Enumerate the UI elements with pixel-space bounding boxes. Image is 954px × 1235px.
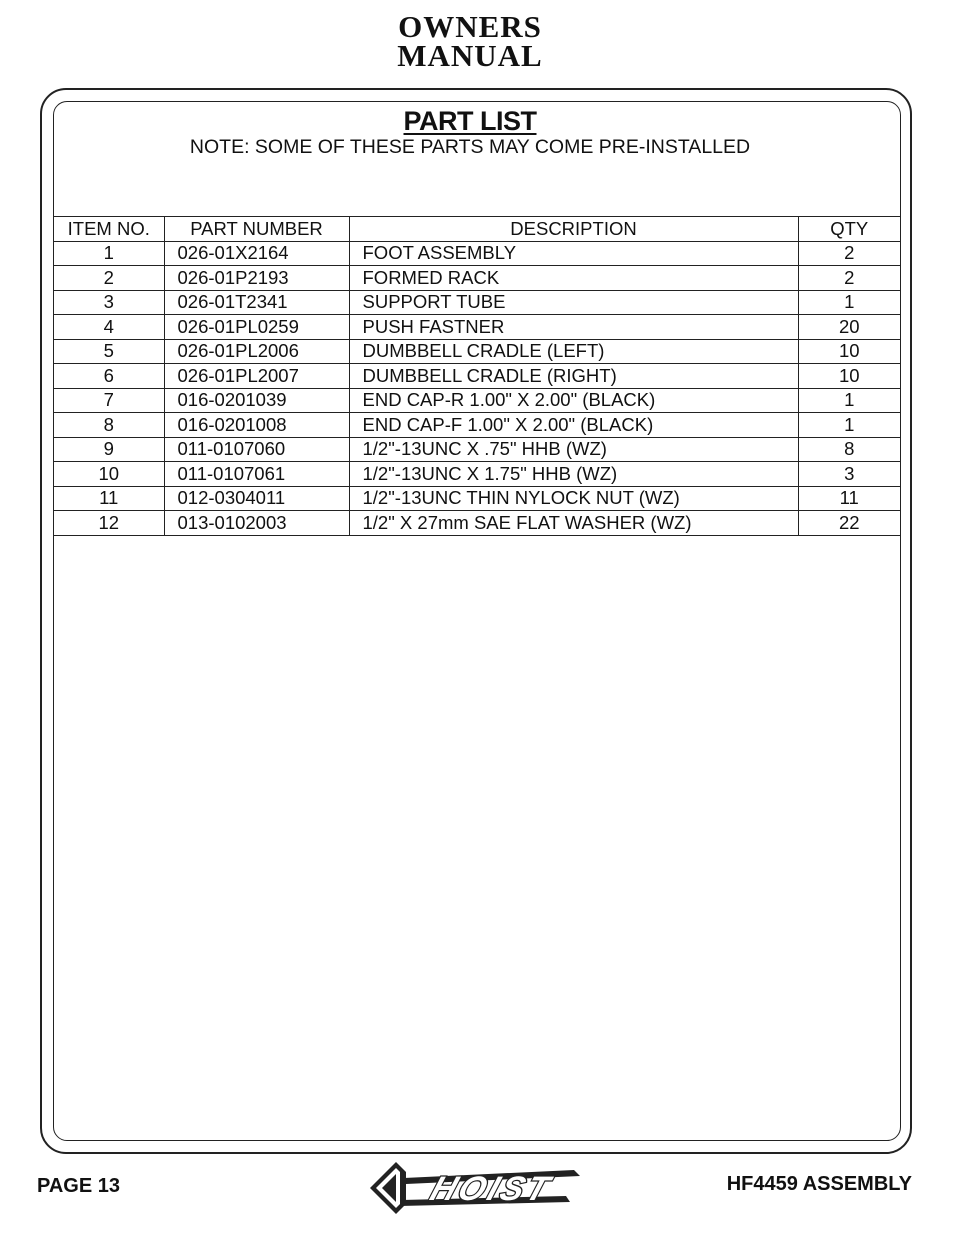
qty: 1: [798, 388, 900, 413]
item-no: 3: [54, 290, 164, 315]
table-header-row: [54, 217, 900, 242]
item-no: 11: [54, 486, 164, 511]
part-number: 026-01P2193: [164, 266, 349, 291]
table-row: [54, 290, 900, 315]
table-row: [54, 486, 900, 511]
table-row: [54, 241, 900, 266]
title-line-manual: MANUAL: [397, 38, 543, 73]
table-row: [54, 266, 900, 291]
qty: 2: [798, 241, 900, 266]
qty: 10: [798, 364, 900, 389]
item-no: 8: [54, 413, 164, 438]
column-header-qty: QTY: [798, 217, 900, 242]
document-title: [0, 9, 940, 73]
table-row: [54, 462, 900, 487]
qty: 1: [798, 290, 900, 315]
description: 1/2"-13UNC X 1.75" HHB (WZ): [349, 462, 798, 487]
part-number: 016-0201039: [164, 388, 349, 413]
column-header-part-number: PART NUMBER: [164, 217, 349, 242]
item-no: 7: [54, 388, 164, 413]
title-line-owners: OWNERS: [398, 9, 542, 44]
qty: 8: [798, 437, 900, 462]
description: DUMBBELL CRADLE (RIGHT): [349, 364, 798, 389]
part-number: 026-01PL0259: [164, 315, 349, 340]
item-no: 1: [54, 241, 164, 266]
qty: 3: [798, 462, 900, 487]
part-number: 012-0304011: [164, 486, 349, 511]
part-number: 011-0107060: [164, 437, 349, 462]
qty: 11: [798, 486, 900, 511]
table-row: [54, 413, 900, 438]
qty: 1: [798, 413, 900, 438]
part-number: 026-01T2341: [164, 290, 349, 315]
description: END CAP-F 1.00" X 2.00" (BLACK): [349, 413, 798, 438]
description: 1/2" X 27mm SAE FLAT WASHER (WZ): [349, 511, 798, 536]
description: PUSH FASTNER: [349, 315, 798, 340]
item-no: 9: [54, 437, 164, 462]
qty: 2: [798, 266, 900, 291]
table-row: [54, 437, 900, 462]
table-row: [54, 339, 900, 364]
table-row: [54, 315, 900, 340]
description: SUPPORT TUBE: [349, 290, 798, 315]
qty: 10: [798, 339, 900, 364]
part-number: 026-01X2164: [164, 241, 349, 266]
item-no: 4: [54, 315, 164, 340]
column-header-description: DESCRIPTION: [349, 217, 798, 242]
part-number: 011-0107061: [164, 462, 349, 487]
model-label: HF4459 ASSEMBLY: [726, 1173, 912, 1195]
hoist-logo: [366, 1156, 586, 1216]
description: END CAP-R 1.00" X 2.00" (BLACK): [349, 388, 798, 413]
table-row: [54, 364, 900, 389]
description: DUMBBELL CRADLE (LEFT): [349, 339, 798, 364]
part-number: 026-01PL2006: [164, 339, 349, 364]
item-no: 10: [54, 462, 164, 487]
item-no: 6: [54, 364, 164, 389]
page-number: PAGE 13: [37, 1175, 120, 1197]
pre-installed-note: NOTE: SOME OF THESE PARTS MAY COME PRE-INSTALLED: [189, 136, 751, 158]
part-number: 013-0102003: [164, 511, 349, 536]
item-no: 12: [54, 511, 164, 536]
part-number: 016-0201008: [164, 413, 349, 438]
column-header-item: ITEM NO.: [54, 217, 164, 242]
item-no: 2: [54, 266, 164, 291]
description: FOOT ASSEMBLY: [349, 241, 798, 266]
qty: 22: [798, 511, 900, 536]
description: 1/2"-13UNC X .75" HHB (WZ): [349, 437, 798, 462]
description: 1/2"-13UNC THIN NYLOCK NUT (WZ): [349, 486, 798, 511]
table-row: [54, 511, 900, 536]
item-no: 5: [54, 339, 164, 364]
description: FORMED RACK: [349, 266, 798, 291]
svg-text:HOIST: HOIST: [425, 1169, 557, 1208]
part-list-heading: PART LIST: [403, 106, 537, 136]
table-row: [54, 388, 900, 413]
part-number: 026-01PL2007: [164, 364, 349, 389]
qty: 20: [798, 315, 900, 340]
parts-table: [54, 216, 900, 536]
